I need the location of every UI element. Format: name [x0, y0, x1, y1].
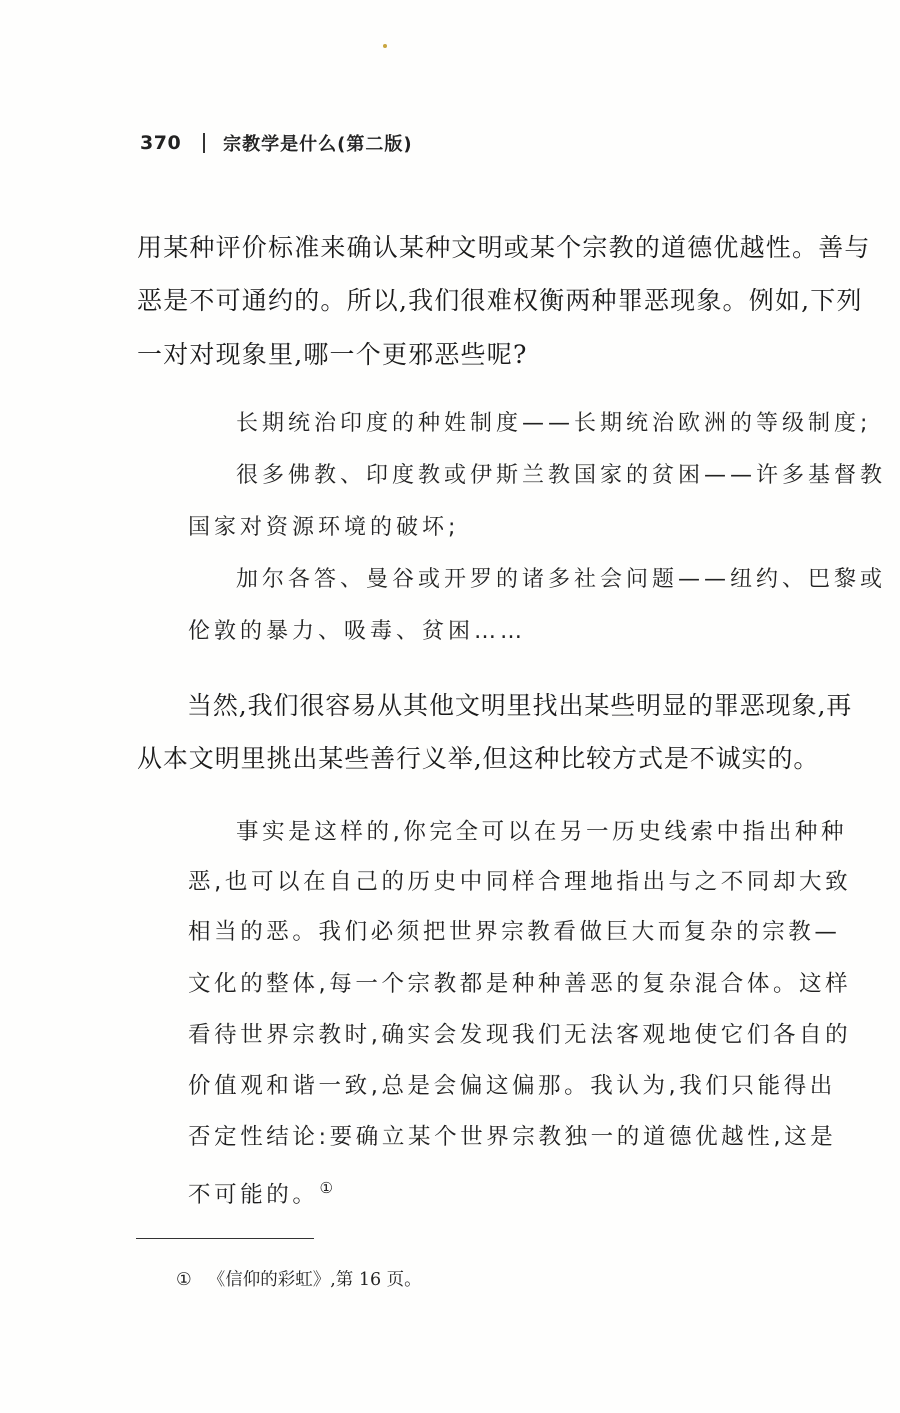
header-separator [203, 133, 205, 153]
page-number: 370 [140, 132, 182, 154]
text-line: 用某种评价标准来确认某种文明或某个宗教的道德优越性。善与 [137, 233, 871, 262]
quote-line: 不可能的。 [188, 1182, 319, 1208]
list-line: 很多佛教、印度教或伊斯兰教国家的贫困——许多基督教 [236, 463, 887, 488]
paper-speck [383, 44, 387, 48]
text-line: 一对对现象里,哪一个更邪恶些呢? [137, 340, 528, 369]
footnote-text: 《信仰的彩虹》,第 16 页。 [207, 1270, 422, 1290]
list-line: 加尔各答、曼谷或开罗的诸多社会问题——纽约、巴黎或 [236, 567, 887, 592]
quote-line: 恶,也可以在自己的历史中同样合理地指出与之不同却大致 [188, 869, 852, 895]
text-line: 从本文明里挑出某些善行义举,但这种比较方式是不诚实的。 [137, 744, 820, 773]
quote-last-line [188, 1170, 337, 1206]
quote-line: 文化的整体,每一个宗教都是种种善恶的复杂混合体。这样 [188, 971, 852, 997]
footnote-marker: ① [176, 1270, 192, 1290]
running-header [140, 128, 413, 158]
quote-line: 事实是这样的,你完全可以在另一历史线索中指出种种 [236, 819, 848, 845]
text-line: 恶是不可通约的。所以,我们很难权衡两种罪恶现象。例如,下列 [137, 286, 863, 315]
quote-line: 价值观和谐一致,总是会偏这偏那。我认为,我们只能得出 [188, 1073, 836, 1099]
quote-line: 否定性结论:要确立某个世界宗教独一的道德优越性,这是 [188, 1124, 837, 1150]
footnote-rule [136, 1238, 314, 1239]
list-line: 国家对资源环境的破坏; [188, 515, 460, 540]
book-title: 宗教学是什么(第二版) [223, 134, 413, 155]
footnote [176, 1266, 422, 1291]
list-line: 伦敦的暴力、吸毒、贫困…… [188, 619, 527, 644]
text-line: 当然,我们很容易从其他文明里找出某些明显的罪恶现象,再 [187, 691, 853, 720]
footnote-reference[interactable]: ① [319, 1179, 337, 1197]
quote-line: 相当的恶。我们必须把世界宗教看做巨大而复杂的宗教— [188, 919, 841, 945]
list-line: 长期统治印度的种姓制度——长期统治欧洲的等级制度; [236, 411, 872, 436]
quote-line: 看待世界宗教时,确实会发现我们无法客观地使它们各自的 [188, 1022, 852, 1048]
